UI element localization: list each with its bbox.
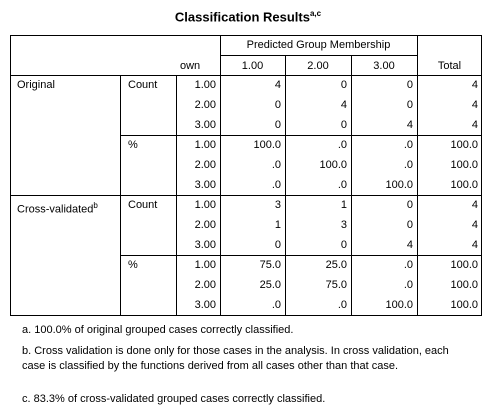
table-cell: 25.0 [259, 279, 281, 291]
table-cell: .0 [403, 279, 413, 291]
table-cell: 3 [274, 199, 281, 211]
table-cell: .0 [337, 139, 347, 151]
grid-line-h [120, 135, 482, 136]
group-column-header: own [180, 60, 201, 72]
table-cell: 0 [274, 239, 281, 251]
table-cell: 0 [274, 119, 281, 131]
table-cell: 100.0 [385, 179, 413, 191]
table-cell: .0 [271, 299, 281, 311]
predicted-group-membership-header: Predicted Group Membership [246, 39, 391, 51]
table-cell-total: 4 [471, 199, 478, 211]
table-cell: 3 [340, 219, 347, 231]
table-cell: 4 [340, 99, 347, 111]
table-cell: 0 [340, 79, 347, 91]
table-cell: .0 [271, 179, 281, 191]
section-label: Cross-validated [17, 203, 94, 216]
grid-line-v [220, 35, 221, 316]
table-cell: 0 [340, 119, 347, 131]
grid-line-v [176, 75, 177, 195]
table-cell: 75.0 [259, 259, 281, 271]
table-cell: 0 [340, 239, 347, 251]
grid-line-v [120, 75, 121, 195]
table-cell: 0 [406, 99, 413, 111]
group-label: 2.00 [194, 279, 216, 291]
table-cell-total: 4 [471, 119, 478, 131]
footnote-b: b. Cross validation is done only for those cases in the analysis. In cross validation, each case is classified by the functions derived from all cases other than that case. [22, 345, 449, 372]
grid-line-h [120, 255, 482, 256]
group-label: 2.00 [194, 99, 216, 111]
section-label-footnote-mark: b [93, 201, 98, 210]
footnote-c: c. 83.3% of cross-validated grouped cases correctly classified. [22, 393, 326, 405]
table-cell: .0 [337, 299, 347, 311]
group-label: 2.00 [194, 159, 216, 171]
table-cell-total: 100.0 [450, 259, 478, 271]
table-cell: 1 [340, 199, 347, 211]
grid-line-v [120, 195, 121, 315]
table-cell: 1 [274, 219, 281, 231]
table-cell: 75.0 [325, 279, 347, 291]
table-cell-total: 100.0 [450, 139, 478, 151]
section-label: Original [17, 79, 55, 91]
footnote-a: a. 100.0% of original grouped cases correctly classified. [22, 324, 294, 336]
table-cell: .0 [403, 259, 413, 271]
table-cell-total: 4 [471, 99, 478, 111]
group-label: 1.00 [194, 199, 216, 211]
grid-line-h [10, 75, 482, 76]
title-footnote-marks: a,c [309, 9, 322, 18]
table-title: Classification Results$^{a,c}$ [174, 9, 322, 25]
group-label: 1.00 [194, 79, 216, 91]
table-cell: 100.0 [253, 139, 281, 151]
table-cell-total: 4 [471, 219, 478, 231]
grid-line-h [10, 195, 482, 196]
group-label: 1.00 [194, 139, 216, 151]
grid-line-v [417, 35, 418, 316]
table-cell-total: 4 [471, 79, 478, 91]
table-cell-total: 100.0 [450, 159, 478, 171]
table-cell: 0 [406, 79, 413, 91]
stat-label: Count [128, 79, 158, 91]
table-cell: 0 [406, 219, 413, 231]
table-cell: 0 [406, 199, 413, 211]
group-label: 3.00 [194, 239, 216, 251]
table-cell: .0 [271, 159, 281, 171]
grid-line-h [220, 55, 417, 56]
group-label: 3.00 [194, 179, 216, 191]
group-column-header: 1.00 [241, 60, 264, 72]
table-cell-total: 100.0 [450, 179, 478, 191]
grid-line-v [176, 195, 177, 315]
group-label: 1.00 [194, 259, 216, 271]
group-column-header: 2.00 [307, 60, 329, 72]
group-label: 3.00 [194, 119, 216, 131]
classification-table [10, 35, 482, 316]
table-cell: 0 [274, 99, 281, 111]
stat-label: % [128, 139, 138, 151]
table-cell: 4 [274, 79, 281, 91]
group-column-header: 3.00 [373, 60, 395, 72]
table-cell-total: 100.0 [450, 279, 478, 291]
table-cell: .0 [403, 139, 413, 151]
table-cell: 100.0 [319, 159, 347, 171]
table-cell: 25.0 [325, 259, 347, 271]
group-label: 3.00 [194, 299, 216, 311]
stat-label: % [128, 259, 138, 271]
stat-label: Count [128, 199, 158, 211]
table-cell: 100.0 [385, 299, 413, 311]
table-cell: .0 [337, 179, 347, 191]
table-cell-total: 100.0 [450, 299, 478, 311]
table-cell: 4 [406, 119, 413, 131]
group-label: 2.00 [194, 219, 216, 231]
table-cell-total: 4 [471, 239, 478, 251]
table-frame [10, 35, 482, 316]
table-cell: .0 [403, 159, 413, 171]
section-label-wrap [17, 199, 98, 217]
table-cell: 4 [406, 239, 413, 251]
total-column-header: Total [437, 60, 462, 72]
